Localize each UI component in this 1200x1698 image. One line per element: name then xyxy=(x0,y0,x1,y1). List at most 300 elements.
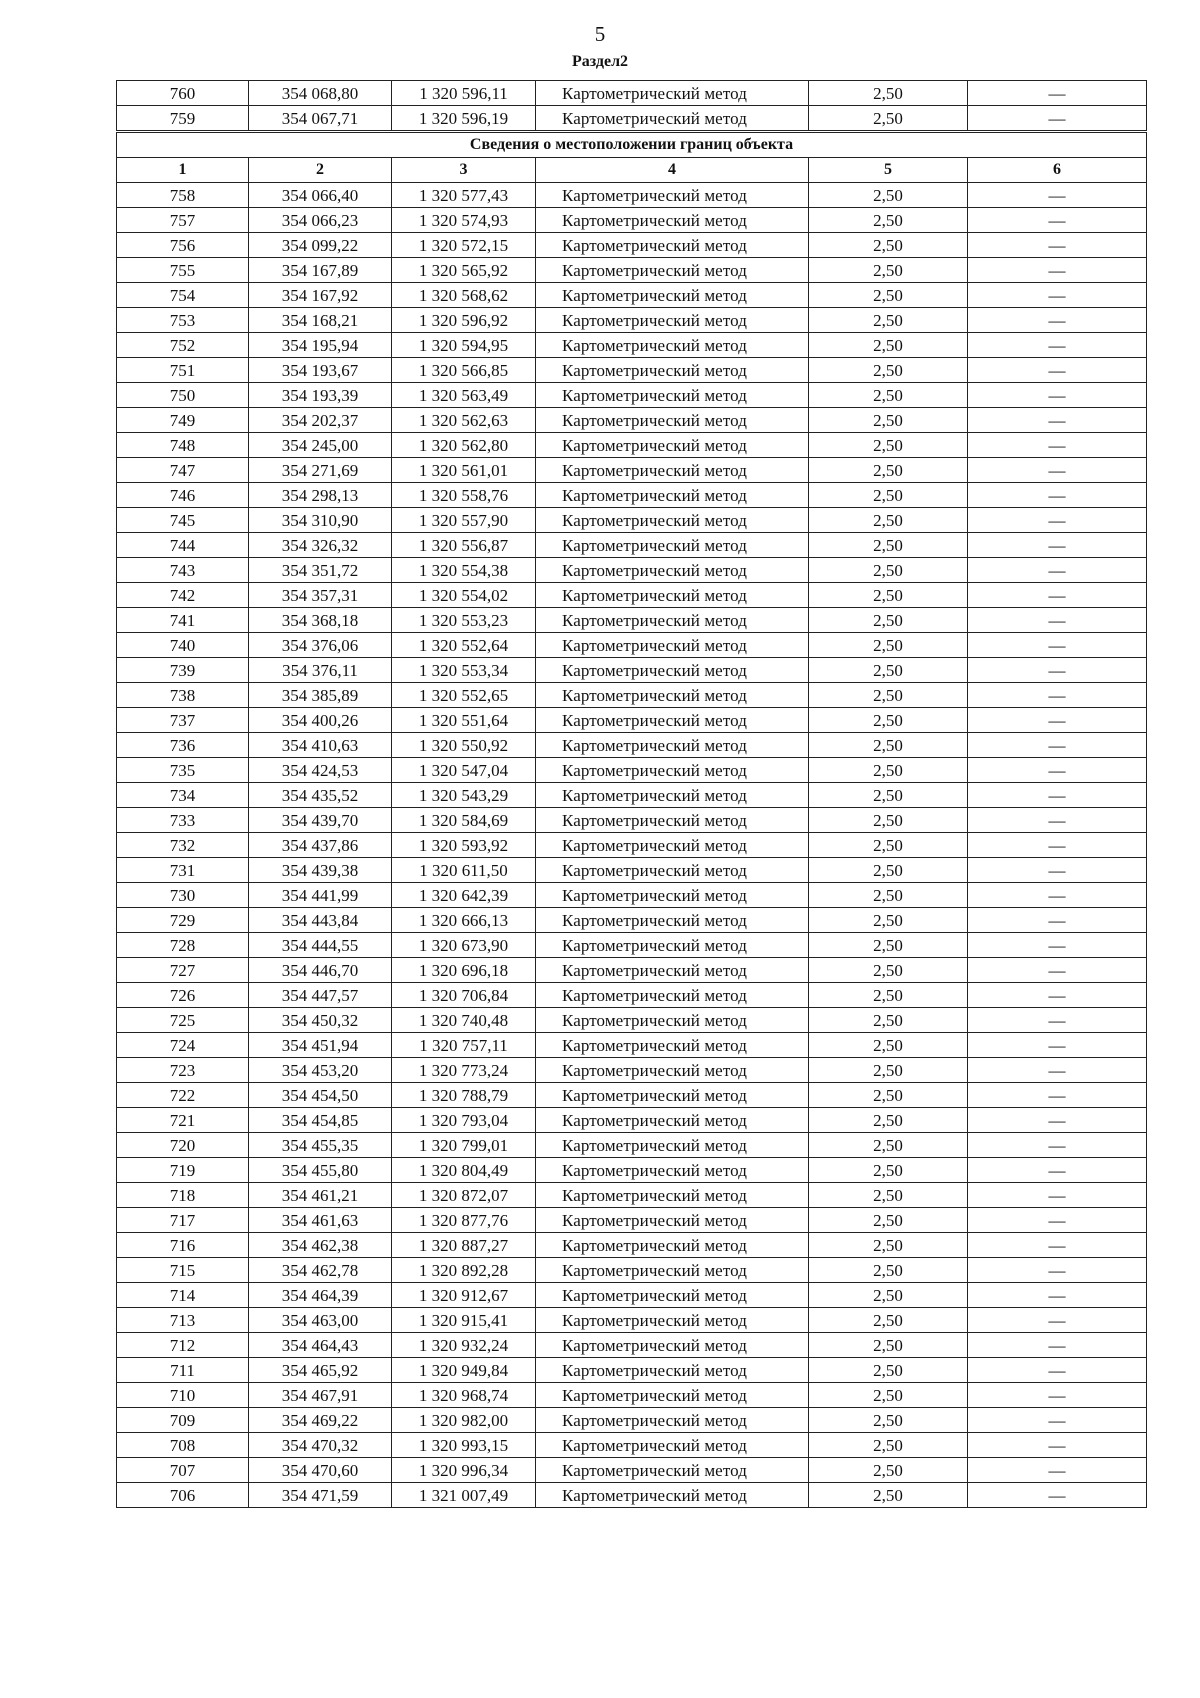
cell-coord-y: 1 320 554,02 xyxy=(392,583,536,608)
cell-accuracy: 2,50 xyxy=(809,783,968,808)
cell-accuracy: 2,50 xyxy=(809,1433,968,1458)
cell-accuracy: 2,50 xyxy=(809,733,968,758)
cell-accuracy: 2,50 xyxy=(809,558,968,583)
cell-coord-y: 1 320 551,64 xyxy=(392,708,536,733)
cell-point-number: 727 xyxy=(117,958,249,983)
cell-point-number: 750 xyxy=(117,383,249,408)
cell-coord-y: 1 320 558,76 xyxy=(392,483,536,508)
cell-coord-x: 354 202,37 xyxy=(249,408,392,433)
cell-method: Картометрический метод xyxy=(536,1108,809,1133)
cell-method: Картометрический метод xyxy=(536,1408,809,1433)
cell-coord-y: 1 320 596,92 xyxy=(392,308,536,333)
cell-point-number: 713 xyxy=(117,1308,249,1333)
cell-coord-y: 1 320 788,79 xyxy=(392,1083,536,1108)
cell-method: Картометрический метод xyxy=(536,958,809,983)
cell-method: Картометрический метод xyxy=(536,533,809,558)
cell-coord-y: 1 320 642,39 xyxy=(392,883,536,908)
cell-accuracy: 2,50 xyxy=(809,1383,968,1408)
cell-accuracy: 2,50 xyxy=(809,933,968,958)
cell-accuracy: 2,50 xyxy=(809,308,968,333)
cell-coord-y: 1 320 887,27 xyxy=(392,1233,536,1258)
cell-accuracy: 2,50 xyxy=(809,1233,968,1258)
cell-method: Картометрический метод xyxy=(536,483,809,508)
cell-coord-x: 354 099,22 xyxy=(249,233,392,258)
cell-accuracy: 2,50 xyxy=(809,1283,968,1308)
cell-coord-x: 354 464,43 xyxy=(249,1333,392,1358)
cell-accuracy: 2,50 xyxy=(809,383,968,408)
cell-coord-x: 354 446,70 xyxy=(249,958,392,983)
cell-note: — xyxy=(968,208,1147,233)
cell-accuracy: 2,50 xyxy=(809,1358,968,1383)
cell-coord-y: 1 320 553,23 xyxy=(392,608,536,633)
cell-coord-x: 354 471,59 xyxy=(249,1483,392,1508)
table-row xyxy=(117,1158,1147,1183)
cell-accuracy: 2,50 xyxy=(809,533,968,558)
cell-coord-y: 1 320 932,24 xyxy=(392,1333,536,1358)
cell-note: — xyxy=(968,233,1147,258)
cell-coord-x: 354 443,84 xyxy=(249,908,392,933)
cell-note: — xyxy=(968,183,1147,208)
cell-point-number: 734 xyxy=(117,783,249,808)
cell-method: Картометрический метод xyxy=(536,1083,809,1108)
cell-method: 4 xyxy=(536,158,809,183)
cell-accuracy: 2,50 xyxy=(809,1008,968,1033)
cell-point-number: 741 xyxy=(117,608,249,633)
cell-accuracy: 2,50 xyxy=(809,858,968,883)
cell-point-number: 710 xyxy=(117,1383,249,1408)
cell-note: — xyxy=(968,1058,1147,1083)
table-row xyxy=(117,958,1147,983)
cell-coord-x: 354 470,32 xyxy=(249,1433,392,1458)
cell-accuracy: 2,50 xyxy=(809,633,968,658)
cell-coord-x: 354 454,85 xyxy=(249,1108,392,1133)
cell-note: — xyxy=(968,433,1147,458)
cell-note: — xyxy=(968,883,1147,908)
cell-point-number: 718 xyxy=(117,1183,249,1208)
cell-note: — xyxy=(968,808,1147,833)
cell-coord-x: 354 351,72 xyxy=(249,558,392,583)
table-row xyxy=(117,733,1147,758)
cell-method: Картометрический метод xyxy=(536,1008,809,1033)
cell-method: Картометрический метод xyxy=(536,1183,809,1208)
cell-method: Картометрический метод xyxy=(536,508,809,533)
cell-coord-y: 1 320 757,11 xyxy=(392,1033,536,1058)
table-row xyxy=(117,683,1147,708)
cell-point-number: 724 xyxy=(117,1033,249,1058)
cell-method: Картометрический метод xyxy=(536,183,809,208)
cell-point-number: 755 xyxy=(117,258,249,283)
cell-accuracy: 2,50 xyxy=(809,183,968,208)
cell-accuracy: 2,50 xyxy=(809,958,968,983)
table-row xyxy=(117,458,1147,483)
cell-method: Картометрический метод xyxy=(536,308,809,333)
cell-point-number: 745 xyxy=(117,508,249,533)
cell-method: Картометрический метод xyxy=(536,1283,809,1308)
cell-coord-x: 354 469,22 xyxy=(249,1408,392,1433)
cell-coord-x: 2 xyxy=(249,158,392,183)
table-row xyxy=(117,408,1147,433)
cell-coord-y: 1 320 696,18 xyxy=(392,958,536,983)
cell-note: — xyxy=(968,358,1147,383)
section-title: Раздел2 xyxy=(571,53,629,70)
cell-point-number: 707 xyxy=(117,1458,249,1483)
cell-point-number: 711 xyxy=(117,1358,249,1383)
cell-point-number: 733 xyxy=(117,808,249,833)
cell-method: Картометрический метод xyxy=(536,1383,809,1408)
table-row xyxy=(117,258,1147,283)
table-row xyxy=(117,233,1147,258)
cell-coord-y: 1 320 793,04 xyxy=(392,1108,536,1133)
cell-coord-x: 354 455,35 xyxy=(249,1133,392,1158)
table-row xyxy=(117,633,1147,658)
cell-method: Картометрический метод xyxy=(536,1258,809,1283)
cell-coord-x: 354 245,00 xyxy=(249,433,392,458)
cell-point-number: 719 xyxy=(117,1158,249,1183)
cell-point-number: 1 xyxy=(117,158,249,183)
cell-point-number: 760 xyxy=(117,81,249,106)
cell-method: Картометрический метод xyxy=(536,358,809,383)
cell-coord-y: 1 320 563,49 xyxy=(392,383,536,408)
cell-point-number: 739 xyxy=(117,658,249,683)
cell-accuracy: 2,50 xyxy=(809,1333,968,1358)
cell-method: Картометрический метод xyxy=(536,408,809,433)
cell-method: Картометрический метод xyxy=(536,833,809,858)
table-row xyxy=(117,1483,1147,1508)
table-row xyxy=(117,1308,1147,1333)
coordinates-table xyxy=(116,80,1147,1508)
cell-point-number: 715 xyxy=(117,1258,249,1283)
cell-note: — xyxy=(968,958,1147,983)
cell-accuracy: 2,50 xyxy=(809,983,968,1008)
cell-coord-y: 1 320 892,28 xyxy=(392,1258,536,1283)
cell-note: — xyxy=(968,608,1147,633)
cell-note: — xyxy=(968,983,1147,1008)
cell-coord-x: 354 168,21 xyxy=(249,308,392,333)
cell-coord-y: 1 320 562,63 xyxy=(392,408,536,433)
cell-note: — xyxy=(968,1358,1147,1383)
cell-method: Картометрический метод xyxy=(536,908,809,933)
cell-method: Картометрический метод xyxy=(536,1033,809,1058)
cell-coord-y: 1 321 007,49 xyxy=(392,1483,536,1508)
cell-point-number: 716 xyxy=(117,1233,249,1258)
table-row xyxy=(117,708,1147,733)
cell-coord-y: 1 320 740,48 xyxy=(392,1008,536,1033)
cell-note: — xyxy=(968,858,1147,883)
table-row xyxy=(117,333,1147,358)
cell-note: — xyxy=(968,933,1147,958)
cell-coord-y: 1 320 568,62 xyxy=(392,283,536,308)
cell-point-number: 728 xyxy=(117,933,249,958)
cell-point-number: 722 xyxy=(117,1083,249,1108)
cell-accuracy: 2,50 xyxy=(809,1258,968,1283)
cell-method: Картометрический метод xyxy=(536,1133,809,1158)
table-row xyxy=(117,1208,1147,1233)
cell-accuracy: 2,50 xyxy=(809,81,968,106)
cell-method: Картометрический метод xyxy=(536,283,809,308)
table-row xyxy=(117,1283,1147,1308)
cell-coord-y: 1 320 553,34 xyxy=(392,658,536,683)
cell-coord-x: 354 451,94 xyxy=(249,1033,392,1058)
cell-coord-y: 1 320 949,84 xyxy=(392,1358,536,1383)
cell-accuracy: 2,50 xyxy=(809,608,968,633)
cell-coord-x: 354 376,11 xyxy=(249,658,392,683)
cell-method: Картометрический метод xyxy=(536,758,809,783)
cell-note: — xyxy=(968,106,1147,132)
cell-method: Картометрический метод xyxy=(536,558,809,583)
cell-accuracy: 2,50 xyxy=(809,583,968,608)
cell-accuracy: 2,50 xyxy=(809,433,968,458)
cell-coord-y: 1 320 566,85 xyxy=(392,358,536,383)
cell-method: Картометрический метод xyxy=(536,1483,809,1508)
table-row xyxy=(117,1108,1147,1133)
cell-coord-x: 354 068,80 xyxy=(249,81,392,106)
cell-note: — xyxy=(968,908,1147,933)
cell-accuracy: 2,50 xyxy=(809,1483,968,1508)
table-header-row xyxy=(117,158,1147,183)
cell-note: — xyxy=(968,583,1147,608)
cell-coord-y: 1 320 543,29 xyxy=(392,783,536,808)
cell-coord-y: 1 320 554,38 xyxy=(392,558,536,583)
cell-coord-x: 354 167,92 xyxy=(249,283,392,308)
cell-note: — xyxy=(968,1458,1147,1483)
table-row xyxy=(117,183,1147,208)
cell-note: — xyxy=(968,508,1147,533)
cell-coord-x: 354 326,32 xyxy=(249,533,392,558)
cell-point-number: 726 xyxy=(117,983,249,1008)
cell-point-number: 721 xyxy=(117,1108,249,1133)
cell-note: — xyxy=(968,81,1147,106)
cell-point-number: 752 xyxy=(117,333,249,358)
cell-method: Картометрический метод xyxy=(536,883,809,908)
table-row xyxy=(117,758,1147,783)
cell-point-number: 723 xyxy=(117,1058,249,1083)
cell-coord-y: 1 320 982,00 xyxy=(392,1408,536,1433)
cell-accuracy: 2,50 xyxy=(809,106,968,132)
cell-point-number: 754 xyxy=(117,283,249,308)
cell-coord-x: 354 462,38 xyxy=(249,1233,392,1258)
cell-coord-x: 354 470,60 xyxy=(249,1458,392,1483)
cell-coord-y: 1 320 872,07 xyxy=(392,1183,536,1208)
cell-coord-y: 1 320 611,50 xyxy=(392,858,536,883)
cell-method: Картометрический метод xyxy=(536,633,809,658)
cell-point-number: 747 xyxy=(117,458,249,483)
cell-coord-x: 354 462,78 xyxy=(249,1258,392,1283)
cell-note: — xyxy=(968,1333,1147,1358)
cell-method: Картометрический метод xyxy=(536,1433,809,1458)
cell-coord-y: 1 320 574,93 xyxy=(392,208,536,233)
cell-coord-x: 354 193,67 xyxy=(249,358,392,383)
cell-coord-x: 354 455,80 xyxy=(249,1158,392,1183)
cell-coord-x: 354 454,50 xyxy=(249,1083,392,1108)
cell-point-number: 738 xyxy=(117,683,249,708)
cell-method: Картометрический метод xyxy=(536,933,809,958)
cell-accuracy: 2,50 xyxy=(809,1158,968,1183)
cell-method: Картометрический метод xyxy=(536,1458,809,1483)
cell-coord-y: 1 320 804,49 xyxy=(392,1158,536,1183)
cell-coord-y: 1 320 557,90 xyxy=(392,508,536,533)
cell-point-number: 753 xyxy=(117,308,249,333)
cell-point-number: 720 xyxy=(117,1133,249,1158)
table-row xyxy=(117,1433,1147,1458)
cell-coord-x: 354 310,90 xyxy=(249,508,392,533)
cell-point-number: 717 xyxy=(117,1208,249,1233)
cell-accuracy: 2,50 xyxy=(809,883,968,908)
cell-method: Картометрический метод xyxy=(536,733,809,758)
cell-coord-y: 1 320 596,11 xyxy=(392,81,536,106)
cell-note: 6 xyxy=(968,158,1147,183)
cell-coord-x: 354 441,99 xyxy=(249,883,392,908)
cell-coord-x: 354 467,91 xyxy=(249,1383,392,1408)
cell-coord-y: 1 320 561,01 xyxy=(392,458,536,483)
cell-coord-y: 1 320 912,67 xyxy=(392,1283,536,1308)
cell-coord-y: 1 320 547,04 xyxy=(392,758,536,783)
cell-note: — xyxy=(968,383,1147,408)
table-row xyxy=(117,1183,1147,1208)
cell-method: Картометрический метод xyxy=(536,1208,809,1233)
table-caption: Сведения о местоположении границ объекта xyxy=(117,132,1147,158)
cell-accuracy: 2,50 xyxy=(809,1058,968,1083)
cell-coord-x: 354 444,55 xyxy=(249,933,392,958)
table-row xyxy=(117,983,1147,1008)
cell-accuracy: 2,50 xyxy=(809,908,968,933)
cell-coord-x: 354 447,57 xyxy=(249,983,392,1008)
table-row xyxy=(117,1008,1147,1033)
cell-point-number: 729 xyxy=(117,908,249,933)
cell-note: — xyxy=(968,1033,1147,1058)
cell-note: — xyxy=(968,758,1147,783)
cell-coord-x: 354 376,06 xyxy=(249,633,392,658)
cell-point-number: 725 xyxy=(117,1008,249,1033)
cell-coord-y: 1 320 552,64 xyxy=(392,633,536,658)
cell-note: — xyxy=(968,1233,1147,1258)
cell-accuracy: 2,50 xyxy=(809,283,968,308)
table-row xyxy=(117,883,1147,908)
cell-coord-y: 1 320 550,92 xyxy=(392,733,536,758)
table-row xyxy=(117,81,1147,106)
cell-accuracy: 2,50 xyxy=(809,1033,968,1058)
cell-note: — xyxy=(968,1108,1147,1133)
cell-note: — xyxy=(968,658,1147,683)
cell-method: Картометрический метод xyxy=(536,808,809,833)
cell-note: — xyxy=(968,283,1147,308)
cell-coord-x: 354 167,89 xyxy=(249,258,392,283)
table-row xyxy=(117,608,1147,633)
cell-point-number: 748 xyxy=(117,433,249,458)
cell-method: Картометрический метод xyxy=(536,608,809,633)
cell-coord-y: 1 320 773,24 xyxy=(392,1058,536,1083)
table-row xyxy=(117,1233,1147,1258)
cell-method: Картометрический метод xyxy=(536,1233,809,1258)
cell-method: Картометрический метод xyxy=(536,1158,809,1183)
cell-coord-x: 354 193,39 xyxy=(249,383,392,408)
cell-coord-x: 354 400,26 xyxy=(249,708,392,733)
cell-point-number: 736 xyxy=(117,733,249,758)
cell-accuracy: 2,50 xyxy=(809,1183,968,1208)
table-row xyxy=(117,1083,1147,1108)
cell-point-number: 746 xyxy=(117,483,249,508)
cell-note: — xyxy=(968,708,1147,733)
table-row xyxy=(117,583,1147,608)
cell-point-number: 759 xyxy=(117,106,249,132)
table-row xyxy=(117,1058,1147,1083)
cell-method: Картометрический метод xyxy=(536,106,809,132)
cell-coord-x: 354 453,20 xyxy=(249,1058,392,1083)
table-row xyxy=(117,433,1147,458)
cell-note: — xyxy=(968,1408,1147,1433)
table-row xyxy=(117,483,1147,508)
cell-coord-x: 354 461,63 xyxy=(249,1208,392,1233)
table-row xyxy=(117,358,1147,383)
cell-point-number: 758 xyxy=(117,183,249,208)
cell-coord-x: 354 298,13 xyxy=(249,483,392,508)
cell-method: Картометрический метод xyxy=(536,208,809,233)
page-number: 5 xyxy=(594,22,606,46)
cell-note: — xyxy=(968,1208,1147,1233)
cell-coord-x: 354 410,63 xyxy=(249,733,392,758)
cell-method: Картометрический метод xyxy=(536,1058,809,1083)
cell-method: Картометрический метод xyxy=(536,81,809,106)
cell-method: Картометрический метод xyxy=(536,258,809,283)
cell-accuracy: 2,50 xyxy=(809,1458,968,1483)
cell-accuracy: 2,50 xyxy=(809,408,968,433)
cell-note: — xyxy=(968,683,1147,708)
cell-accuracy: 2,50 xyxy=(809,208,968,233)
cell-coord-x: 354 437,86 xyxy=(249,833,392,858)
cell-coord-x: 354 368,18 xyxy=(249,608,392,633)
cell-coord-y: 3 xyxy=(392,158,536,183)
cell-accuracy: 2,50 xyxy=(809,483,968,508)
table-row xyxy=(117,533,1147,558)
cell-point-number: 743 xyxy=(117,558,249,583)
table-row xyxy=(117,283,1147,308)
table-row xyxy=(117,858,1147,883)
cell-coord-y: 1 320 593,92 xyxy=(392,833,536,858)
table-row xyxy=(117,933,1147,958)
cell-coord-y: 1 320 996,34 xyxy=(392,1458,536,1483)
cell-point-number: 756 xyxy=(117,233,249,258)
table-row xyxy=(117,1033,1147,1058)
cell-coord-y: 1 320 706,84 xyxy=(392,983,536,1008)
cell-method: Картометрический метод xyxy=(536,983,809,1008)
cell-accuracy: 2,50 xyxy=(809,683,968,708)
cell-method: Картометрический метод xyxy=(536,1358,809,1383)
table-row xyxy=(117,1383,1147,1408)
table-row xyxy=(117,808,1147,833)
cell-method: Картометрический метод xyxy=(536,458,809,483)
cell-coord-x: 354 450,32 xyxy=(249,1008,392,1033)
cell-coord-x: 354 461,21 xyxy=(249,1183,392,1208)
cell-note: — xyxy=(968,633,1147,658)
cell-coord-x: 354 195,94 xyxy=(249,333,392,358)
table-row xyxy=(117,558,1147,583)
table-row xyxy=(117,1458,1147,1483)
cell-method: Картометрический метод xyxy=(536,433,809,458)
cell-coord-x: 354 271,69 xyxy=(249,458,392,483)
cell-point-number: 714 xyxy=(117,1283,249,1308)
table-row xyxy=(117,383,1147,408)
cell-coord-y: 1 320 577,43 xyxy=(392,183,536,208)
cell-note: — xyxy=(968,1158,1147,1183)
cell-note: — xyxy=(968,533,1147,558)
cell-note: — xyxy=(968,1258,1147,1283)
cell-coord-x: 354 465,92 xyxy=(249,1358,392,1383)
cell-point-number: 706 xyxy=(117,1483,249,1508)
coordinates-table-body xyxy=(117,81,1147,1508)
cell-note: — xyxy=(968,783,1147,808)
cell-coord-y: 1 320 968,74 xyxy=(392,1383,536,1408)
cell-point-number: 731 xyxy=(117,858,249,883)
cell-note: — xyxy=(968,333,1147,358)
